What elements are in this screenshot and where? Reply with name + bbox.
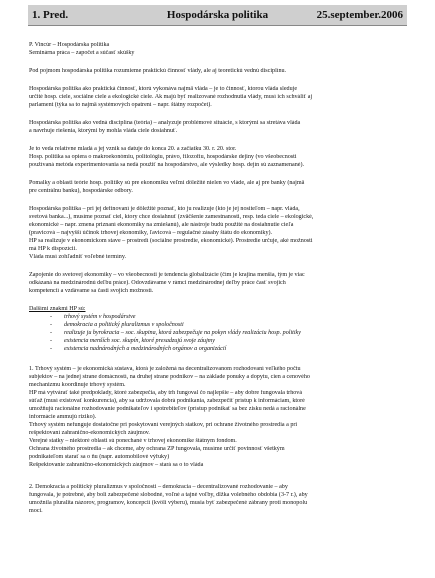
- paragraph-definition2-line: Vláda musí zohľadniť voľebné termíny.: [29, 254, 127, 260]
- section-market-line: informácie ammujú riziko).: [29, 414, 97, 420]
- paragraph-history-line: používaná metóda experimentovania sa nedá použiť na hospodárstvo, ale výsledky hosp. dejín sú zaznamenané).: [29, 162, 305, 168]
- paragraph-practical-line: určité hosp. ciele, sociálne ciele a ekologické ciele. Ak majú byť realizované rozhodnutia vlády, musí ich schváliť aj: [29, 94, 313, 100]
- section-market-line: Verejné statky – niektoré oblasti sú ponechané v trhovej ekonomike štátnym fondom.: [29, 438, 237, 444]
- section-market-line: rešpektovaní zahranično-ekonomických záujmov.: [29, 430, 150, 436]
- paragraph-definition2-line: svetová banka...), musíme poznať ciel, ktory chce dosiahnuť (zväčšenie zamestnanosti, resp. teda ciele – ekologické,: [29, 214, 314, 220]
- paragraph-science-line: a navrhuje riešenia, ktorými by mohla vláda ciele dosiahnuť.: [29, 128, 178, 134]
- list-item: - existencia menších soc. skupín, ktoré presadzujú svoje záujmy: [50, 338, 215, 344]
- section-democracy-line: umožnila pluralita názorov, programov, koncepcií (kvôli výberu), musia byť zabezpečené zábrany proti monopolu: [29, 500, 308, 506]
- list-item: - realizuje ju byrokracia – soc. skupina, ktorá zabezpečuje na pokyn vlády realizáciu hosp. politiky: [50, 330, 301, 336]
- paragraph-definition2-line: Hospodárska politika – pri jej definovaní je dôležité poznať, kto ju realizuje (kto je jej nositeľom – napr. vláda,: [29, 206, 300, 212]
- section-market-line: mechanizmu koordinuje trhový systém.: [29, 382, 126, 388]
- paragraph-global-line: kompetencií a vzdávame sa časti svojich možností.: [29, 288, 154, 294]
- seminar-line: Seminárna práca – započet a súčasť skúšky: [29, 50, 135, 56]
- list-heading: Ďalšími znakmi HP sú:: [29, 306, 86, 312]
- section-market-line: Trhový systém nefunguje dostatočne pri poskytovaní verejných statkov, pri ochrane životného prostredia a pri: [29, 422, 298, 428]
- paragraph-importance-line: pre centrálnu banku), hospodárske odbory.: [29, 188, 133, 194]
- paragraph-science-line: Hospodárska politika ako vedná disciplína (teória) – analyzuje problémové situácie, s ktorými sa stretáva vláda: [29, 120, 301, 126]
- header-date: 25.september.2006: [316, 9, 403, 21]
- section-democracy-line: fungovala, je potrebné, aby boli zabezpečené slobodné, voľné a tajné voľby, dĺžka volebného obdobia (3-7 r.), aby: [29, 492, 308, 498]
- paragraph-history-line: Hosp. politika sa opiera o makroekonómiu, politológiu, právo, filozofiu, hospodárske dejiny (vo všeobecnosti: [29, 154, 297, 160]
- page-header: [28, 5, 407, 26]
- paragraph-definition: Pod pojmom hospodárska politika rozumieme praktickú činnosť vlády, ale aj teoretickú vednú disciplínu.: [29, 68, 287, 74]
- author-line: P. Vincúr – Hospodárska politika: [29, 42, 110, 48]
- section-market-line: 1. Trhový systém – je ekonomická sústava, ktorá je založená na decentralizovanom rozhodovaní veľkého počtu: [29, 366, 301, 372]
- section-market-line: Ochrana životného prostredia – ak chceme, aby ochrana ŽP fungovala, musíme určiť povinnosť všetkým: [29, 446, 285, 452]
- section-market-line: Rešpektovanie zahranično-ekonomických záujmov – stará sa o to vláda: [29, 462, 204, 468]
- paragraph-definition2-line: (pravicová – najvyšší účinok trhovej ekonomiky, ľavicová – regulačné zásahy štátu do ekonomiky).: [29, 230, 273, 236]
- header-title: Hospodárska politika: [166, 9, 269, 21]
- list-item: - existencia nadnárodných a medzinárodných orgánov a organizácií: [50, 346, 227, 352]
- section-market-line: umožňujú racionálne rozhodovanie podnikateľov i spotrebiteľov (prístup podnikať sa bez zisku nedá a racionálne: [29, 406, 306, 412]
- paragraph-history-line: Je to veda relatívne mladá a jej vznik sa datuje do konca 20. a začiatku 30. r. 20. stor.: [29, 146, 237, 152]
- section-democracy-line: 2. Demokracia a politický pluralizmus v spoločnosti – demokracia – decentralizované rozhodovanie – aby: [29, 484, 288, 490]
- paragraph-practical-line: Hospodárska politika ako praktická činnosť, ktorú vykonáva najmä vláda – je to činnosť, ktorou vláda sleduje: [29, 86, 298, 92]
- paragraph-practical-line: parlament (týka sa to najmä systémových opatrení – napr. štátny rozpočet).: [29, 102, 212, 108]
- section-market-line: HP má vytvárať také predpoklady, ktoré zabezpečia, aby trh fungoval čo najlepšie – aby dobre fungovala trhová: [29, 390, 303, 396]
- section-market-line: podnikateľom starať sa o ňu (napr. automobilové výfuky): [29, 454, 170, 460]
- paragraph-global-line: Zapojenie do svetovej ekonomiky – vo všeobecnosti je tendencia globalizácie (čím je krajina menšia, tým je viac: [29, 272, 305, 278]
- section-market-line: subjektov – na jednej strane domácností, na druhej strane podnikov – na základe ponuky a dopytu, cien a cenového: [29, 374, 310, 380]
- header-lecture-number: 1. Pred.: [32, 9, 69, 21]
- paragraph-importance-line: Pomalky a oblasti teórie hosp. politiky sú pre ekonomiku veľmi dôležité nielen vo vláde, ale aj pre banky (najmä: [29, 180, 305, 186]
- paragraph-definition2-line: HP sa realizuje v ekonomickom stave – prostredí (sociálne prostredie, ekonomické). Prostredie určuje, aké možnosti: [29, 238, 313, 244]
- section-democracy-line: moci.: [29, 508, 43, 514]
- paragraph-global-line: odkázaná na medzinárodnú deľbu práce). Odovzdávame v rámci medzinárodnej deľby práce časť svojich: [29, 280, 286, 286]
- section-market-line: súťaž (musí existovať konkurencia), aby sa udržovala dobrá podnikania, zabezpečiť prístup k informáciam, ktoré: [29, 398, 305, 404]
- paragraph-definition2-line: má HP k dispozícii.: [29, 246, 77, 252]
- list-item: - demokracia a politický pluralizmus v spoločnosti: [50, 322, 184, 328]
- paragraph-definition2-line: ekonomické – napr. zmena priznaní ekonomiky na zmiešanú), ale nástroje budú použité na dosiahnutie cieľa: [29, 222, 294, 228]
- list-item: - trhový systém v hospodárstve: [50, 314, 136, 320]
